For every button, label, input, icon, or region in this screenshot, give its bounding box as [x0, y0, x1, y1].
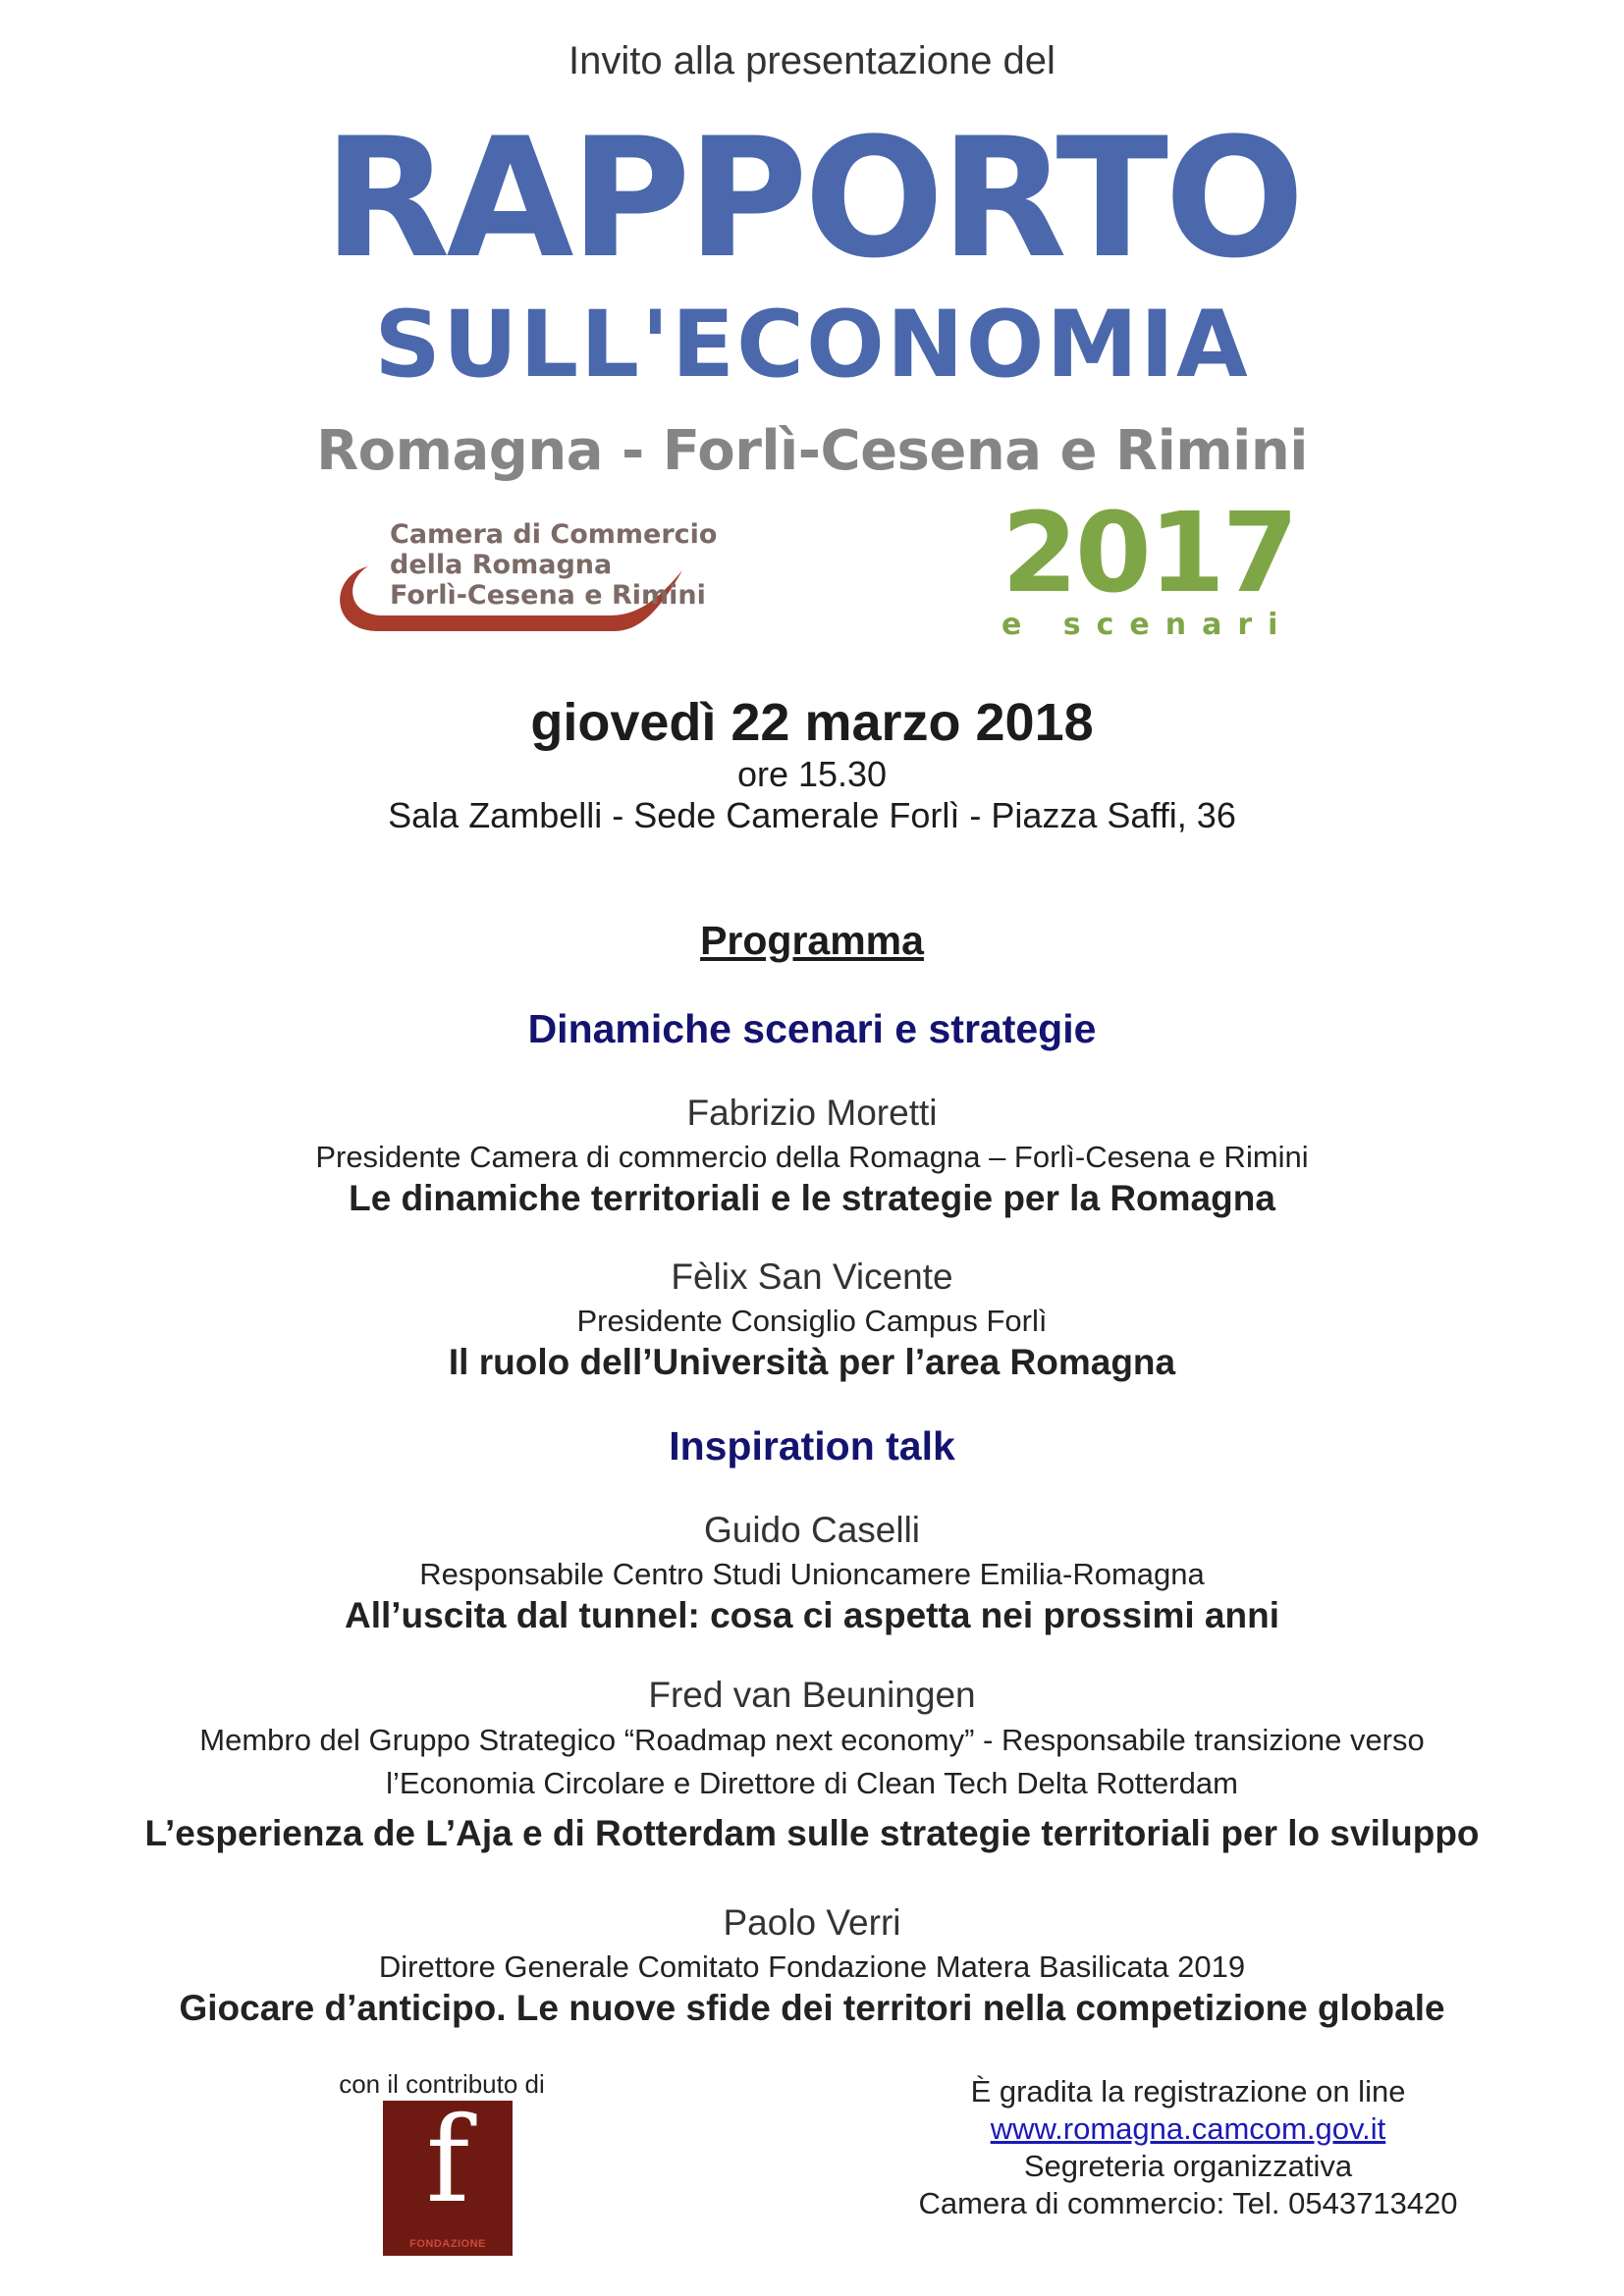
event-date: giovedì 22 marzo 2018 — [530, 693, 1094, 752]
registration-link-row — [835, 2111, 1542, 2147]
speaker-talk: Giocare d’anticipo. Le nuove sfide dei territori nella competizione globale — [179, 1988, 1445, 2028]
invite-text: Invito alla presentazione del — [568, 39, 1056, 82]
event-time: ore 15.30 — [736, 754, 888, 794]
speaker-talk: L’esperienza de L’Aja e di Rotterdam sulle strategie territoriali per lo sviluppo — [144, 1813, 1480, 1853]
speaker-talk: All’uscita dal tunnel: cosa ci aspetta nei prossimi anni — [345, 1595, 1279, 1635]
title-rapporto: RAPPORTO — [323, 102, 1301, 294]
subtitle-territory: Romagna - Forlì-Cesena e Rimini — [316, 419, 1308, 483]
speaker-name: Fred van Beuningen — [648, 1675, 976, 1715]
event-place: Sala Zambelli - Sede Camerale Forlì - Piazza Saffi, 36 — [388, 795, 1236, 835]
section-title: Dinamiche scenari e strategie — [527, 1006, 1097, 1051]
registration-link[interactable]: www.romagna.camcom.gov.it — [990, 2111, 1386, 2146]
speaker-role: Responsabile Centro Studi Unioncamere Emilia-Romagna — [419, 1557, 1205, 1591]
speaker-role: l’Economia Circolare e Direttore di Clean Tech Delta Rotterdam — [386, 1766, 1238, 1800]
foundation-logo-text: FONDAZIONE — [409, 2238, 486, 2250]
speaker-talk: Il ruolo dell’Università per l’area Romagna — [448, 1342, 1176, 1382]
speaker-talk: Le dinamiche territoriali e le strategie per la Romagna — [349, 1178, 1275, 1218]
foundation-logo-letter: f — [425, 2093, 470, 2229]
speaker-role: Membro del Gruppo Strategico “Roadmap next economy” - Responsabile transizione verso — [199, 1723, 1425, 1757]
chamber-logo-line1: Camera di Commercio — [390, 519, 718, 550]
registration-text: È gradita la registrazione on line — [970, 2074, 1406, 2109]
chamber-logo-line3: Forlì-Cesena e Rimini — [390, 580, 706, 611]
speaker-name: Fabrizio Moretti — [686, 1093, 938, 1133]
contact-phone: Camera di commercio: Tel. 0543713420 — [918, 2186, 1458, 2220]
section-title: Inspiration talk — [669, 1423, 955, 1468]
chamber-logo-line2: della Romagna — [390, 550, 613, 580]
speaker-role: Presidente Camera di commercio della Romagna – Forlì-Cesena e Rimini — [315, 1140, 1309, 1174]
speaker-role: Direttore Generale Comitato Fondazione Matera Basilicata 2019 — [378, 1949, 1246, 1984]
speaker-name: Guido Caselli — [703, 1510, 921, 1550]
year-suffix: e scenari — [1001, 608, 1294, 642]
contribution-label: con il contributo di — [339, 2069, 545, 2099]
speaker-name: Fèlix San Vicente — [671, 1256, 953, 1297]
speaker-name: Paolo Verri — [723, 1902, 901, 1943]
foundation-logo — [383, 2093, 513, 2256]
secretariat-label: Segreteria organizzativa — [1023, 2149, 1353, 2183]
chamber-of-commerce-logo — [329, 515, 718, 643]
speaker-role: Presidente Consiglio Campus Forlì — [576, 1304, 1048, 1338]
report-year: 2017 — [1001, 490, 1296, 617]
program-heading: Programma — [700, 918, 924, 963]
title-economia: SULL'ECONOMIA — [374, 292, 1250, 399]
